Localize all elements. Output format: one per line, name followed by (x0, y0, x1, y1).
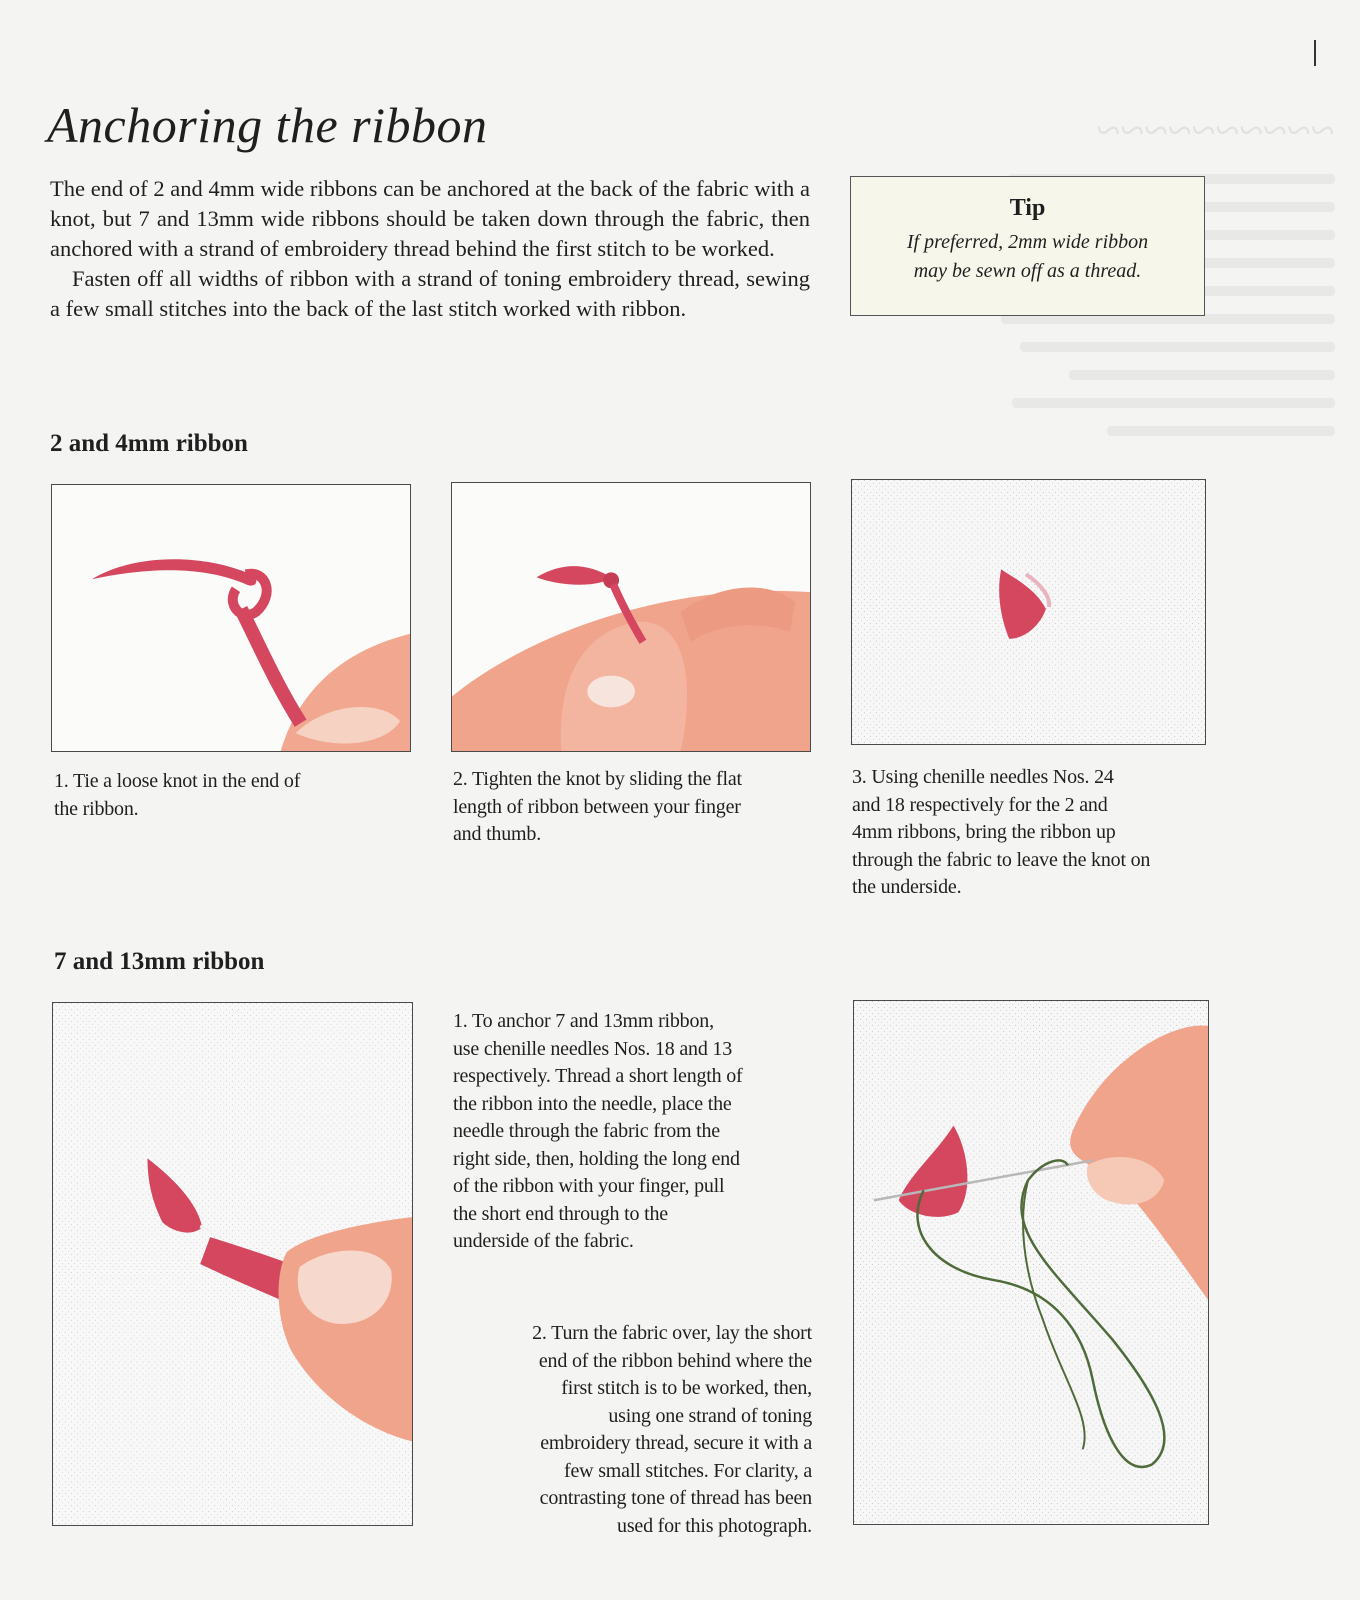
page-title: Anchoring the ribbon (47, 97, 488, 153)
tip-body (851, 228, 1204, 286)
caption-line: 2. Turn the fabric over, lay the short (532, 1322, 812, 1344)
caption-line: length of ribbon between your finger (453, 795, 741, 818)
caption-small-step-1 (54, 768, 424, 823)
caption-small-step-2 (453, 766, 833, 849)
caption-line: 1. To anchor 7 and 13mm ribbon, (453, 1010, 714, 1032)
caption-large-step-1 (453, 1008, 833, 1256)
intro-paragraph-2: Fasten off all widths of ribbon with a strand of toning embroidery thread, sewing a few small stitches into the back of the last stitch worked with ribbon. (50, 266, 810, 321)
photo-needle-through-fabric (52, 1002, 413, 1526)
caption-line: using one strand of toning (608, 1404, 812, 1427)
caption-line: of the ribbon with your finger, pull (453, 1175, 725, 1197)
caption-line: needle through the fabric from the (453, 1120, 720, 1142)
caption-line: first stitch is to be worked, then, (561, 1377, 812, 1399)
caption-line: contrasting tone of thread has been (539, 1487, 812, 1509)
intro-paragraph-1: The end of 2 and 4mm wide ribbons can be anchored at the back of the fabric with a knot, but 7 and 13mm wide ribbons should be taken down through the fabric, then anchored with a strand of embroidery thread behind the first stitch to be worked. (50, 176, 810, 261)
section-heading-large-ribbon: 7 and 13mm ribbon (54, 948, 265, 975)
photo-tighten-knot (451, 482, 811, 752)
caption-line: and thumb. (453, 823, 541, 845)
caption-line: end of the ribbon behind where the (538, 1349, 812, 1372)
caption-line: the underside. (852, 876, 962, 898)
caption-large-step-2 (440, 1320, 812, 1540)
caption-line: 4mm ribbons, bring the ribbon up (852, 821, 1116, 843)
caption-line: 1. Tie a loose knot in the end of (54, 770, 301, 792)
photo-secure-with-thread (853, 1000, 1209, 1525)
caption-line: used for this photograph. (617, 1514, 812, 1537)
caption-line: embroidery thread, secure it with a (540, 1432, 812, 1454)
intro-text (50, 174, 810, 324)
caption-line: through the fabric to leave the knot on (852, 848, 1151, 871)
photo-loose-knot (51, 484, 411, 752)
caption-line: the ribbon. (54, 797, 139, 820)
caption-line: few small stitches. For clarity, a (564, 1459, 812, 1482)
photo-ribbon-through-fabric (851, 479, 1206, 745)
page-corner-mark (1314, 40, 1316, 66)
caption-line: and 18 respectively for the 2 and (852, 793, 1108, 816)
caption-line: respectively. Thread a short length of (453, 1065, 743, 1087)
caption-line: right side, then, holding the long end (453, 1147, 740, 1170)
caption-line: 3. Using chenille needles Nos. 24 (852, 766, 1114, 788)
caption-small-step-3 (852, 764, 1242, 902)
caption-line: 2. Tighten the knot by sliding the flat (453, 768, 742, 790)
caption-line: underside of the fabric. (453, 1230, 634, 1252)
caption-line: use chenille needles Nos. 18 and 13 (453, 1037, 733, 1060)
caption-line: the short end through to the (453, 1202, 668, 1225)
caption-line: the ribbon into the needle, place the (453, 1092, 732, 1115)
section-heading-small-ribbon: 2 and 4mm ribbon (50, 430, 248, 457)
show-through-text: ~~~~~~~~~~ (955, 105, 1335, 665)
tip-line: If preferred, 2mm wide ribbon (906, 231, 1149, 253)
tip-heading: Tip (1009, 195, 1046, 221)
tip-box (850, 176, 1205, 316)
tip-line: may be sewn off as a thread. (913, 260, 1142, 282)
